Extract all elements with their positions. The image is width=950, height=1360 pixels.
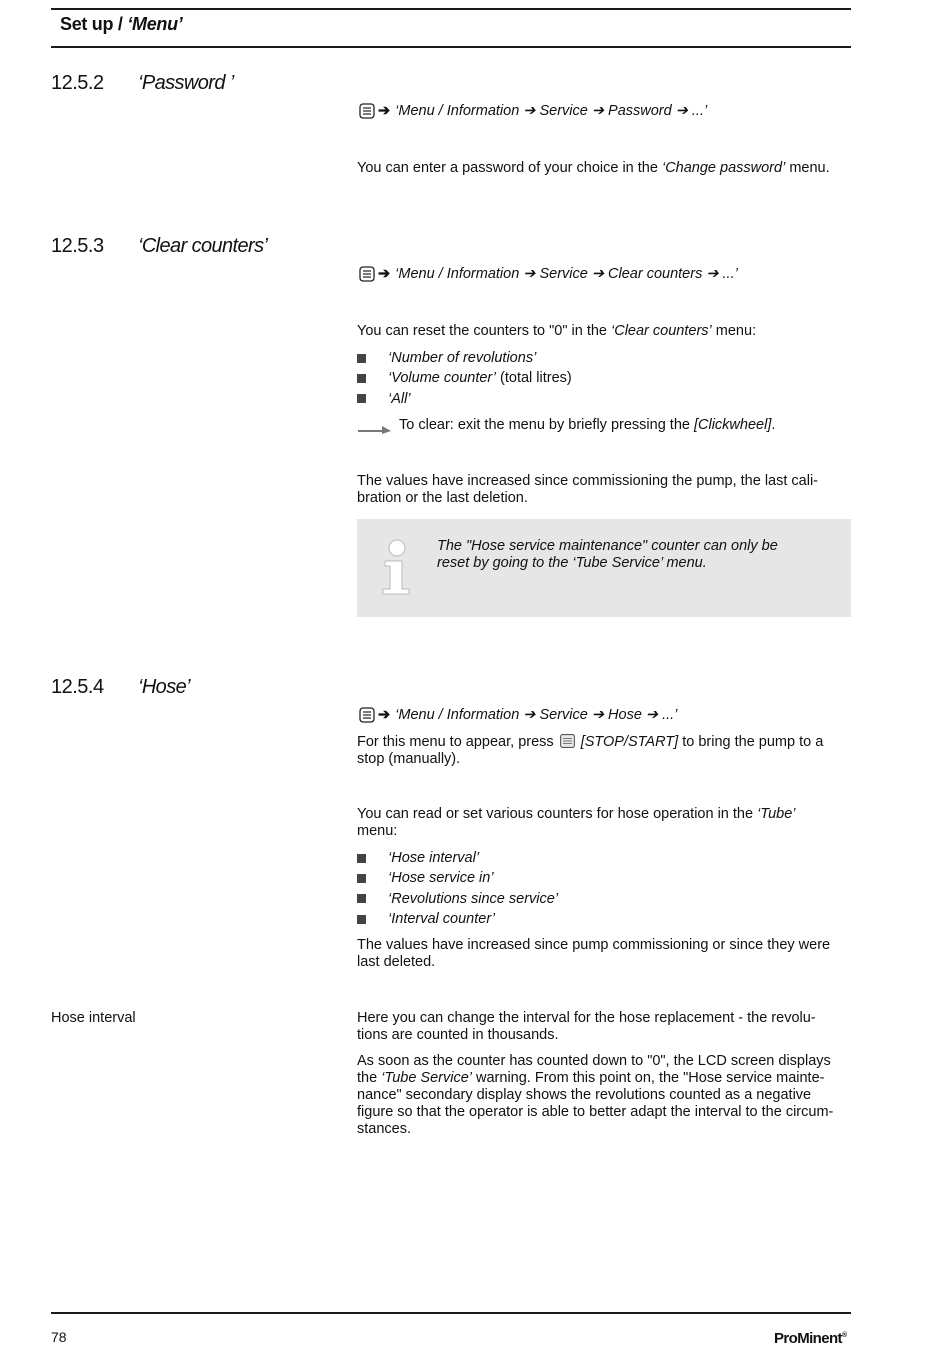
section-title-password: ‘Password ’ — [138, 72, 234, 94]
text-line: menu: — [357, 823, 398, 839]
bullet-square-icon — [357, 374, 366, 383]
text: You can reset the counters to "0" in the — [357, 323, 612, 339]
list-item-label: ‘Interval counter’ — [388, 911, 495, 928]
menu-reference: ‘Clear counters’ — [611, 323, 712, 339]
clickwheel-key: [Clickwheel] — [693, 417, 772, 433]
arrow-icon: ➔ — [378, 707, 391, 723]
text-line — [357, 734, 851, 751]
section-title-hose: ‘Hose’ — [138, 676, 190, 698]
text-line — [357, 806, 851, 823]
hose-values-text — [357, 937, 851, 971]
info-icon — [377, 537, 417, 597]
text-line: The values have increased since commissioning the pump, the last cali- — [357, 473, 819, 489]
arrow-icon: ➔ — [378, 103, 391, 119]
text-line: tions are counted in thousands. — [357, 1027, 559, 1043]
text-line: nance" secondary display shows the revolutions counted as a negative — [357, 1087, 812, 1103]
list-item-label: ‘Revolutions since service’ — [388, 890, 559, 907]
list-item-extra: (total litres) — [500, 370, 572, 387]
menu-icon — [359, 103, 375, 119]
hose-lcd-text — [357, 1053, 851, 1138]
text: To clear: exit the menu by briefly pressing the — [399, 417, 694, 433]
text-line: stop (manually). — [357, 751, 461, 767]
clear-counters-intro — [357, 323, 851, 340]
text-line — [357, 1070, 851, 1087]
list-item — [357, 368, 851, 388]
menu-path-clear-counters — [359, 266, 738, 282]
page-header — [60, 14, 183, 35]
info-note — [357, 519, 851, 617]
clear-values-text — [357, 473, 851, 507]
menu-path-password — [359, 103, 707, 119]
brand-logo — [774, 1330, 847, 1347]
text: warning. From this point on, the "Hose service mainte- — [471, 1070, 825, 1086]
list-item-label: ‘Hose service in’ — [388, 870, 494, 887]
registered-mark: ® — [841, 1332, 847, 1339]
text: You can read or set various counters for hose operation in the — [357, 806, 758, 822]
logo-text: ProMinent — [774, 1330, 842, 1347]
list-item-label: ‘Volume counter’ — [388, 370, 496, 387]
list-item — [357, 389, 851, 409]
bullet-square-icon — [357, 394, 366, 403]
header-rule-bottom — [51, 46, 851, 48]
list-item-label: ‘All’ — [388, 390, 411, 407]
hose-read-text — [357, 806, 851, 840]
list-item — [357, 868, 851, 888]
menu-reference: ‘Tube Service’ — [381, 1070, 472, 1086]
text-line: Here you can change the interval for the hose replacement - the revolu- — [357, 1010, 816, 1026]
page-number: 78 — [51, 1329, 67, 1345]
hose-interval-text — [357, 1010, 851, 1044]
stop-start-button-icon — [560, 734, 575, 748]
section-number-hose: 12.5.4 — [51, 676, 104, 698]
bullet-square-icon — [357, 354, 366, 363]
list-item — [357, 348, 851, 368]
text-line: stances. — [357, 1121, 411, 1137]
menu-icon — [359, 266, 375, 282]
text: menu: — [711, 323, 757, 339]
stop-start-key: [STOP/START] — [580, 734, 679, 750]
menu-reference: ‘Tube’ — [757, 806, 796, 822]
section-number-password: 12.5.2 — [51, 72, 104, 94]
menu-path-text: ‘Menu / Information ➔ Service ➔ Clear counters ➔ ...’ — [395, 266, 738, 282]
section-title-clear-counters: ‘Clear counters’ — [138, 235, 268, 257]
text: to bring the pump to a — [678, 734, 824, 750]
clear-instruction — [399, 417, 851, 434]
menu-reference: ‘Change password’ — [661, 160, 786, 176]
text: . — [771, 417, 776, 433]
side-label-hose-interval: Hose interval — [51, 1010, 136, 1026]
text-line: reset by going to the ‘Tube Service’ menu. — [437, 554, 707, 571]
text: menu. — [785, 160, 830, 176]
menu-path-text: ‘Menu / Information ➔ Service ➔ Hose ➔ ...’ — [395, 707, 678, 723]
password-description — [357, 160, 851, 177]
text-line: bration or the last deletion. — [357, 490, 528, 506]
text-line: As soon as the counter has counted down to "0", the LCD screen displays — [357, 1053, 831, 1069]
clear-counters-list — [357, 348, 851, 409]
menu-icon — [359, 707, 375, 723]
text: the — [357, 1070, 382, 1086]
header-prefix: Set up / — [60, 14, 128, 34]
text-line: The "Hose service maintenance" counter can only be — [437, 538, 778, 554]
info-note-text — [437, 538, 817, 571]
header-title: ‘Menu’ — [127, 14, 183, 34]
menu-path-text: ‘Menu / Information ➔ Service ➔ Password ➔ ...’ — [395, 103, 708, 119]
section-number-clear-counters: 12.5.3 — [51, 235, 104, 257]
instruction-arrow-icon — [357, 423, 393, 435]
text-line: figure so that the operator is able to better adapt the interval to the circum- — [357, 1104, 834, 1120]
text-line: The values have increased since pump commissioning or since they were — [357, 937, 831, 953]
footer-rule — [51, 1312, 851, 1314]
hose-appear-text — [357, 734, 851, 768]
header-rule-top — [51, 8, 851, 10]
list-item-label: ‘Hose interval’ — [388, 850, 480, 867]
text: You can enter a password of your choice in the — [357, 160, 662, 176]
menu-path-hose — [359, 707, 677, 723]
list-item — [357, 848, 851, 868]
hose-counters-list — [357, 848, 851, 929]
arrow-icon: ➔ — [378, 266, 391, 282]
list-item-label: ‘Number of revolutions’ — [388, 350, 537, 367]
bullet-square-icon — [357, 854, 366, 863]
bullet-square-icon — [357, 915, 366, 924]
list-item — [357, 889, 851, 909]
bullet-square-icon — [357, 874, 366, 883]
text-line: last deleted. — [357, 954, 436, 970]
text: For this menu to appear, press — [357, 734, 558, 750]
bullet-square-icon — [357, 894, 366, 903]
list-item — [357, 909, 851, 929]
